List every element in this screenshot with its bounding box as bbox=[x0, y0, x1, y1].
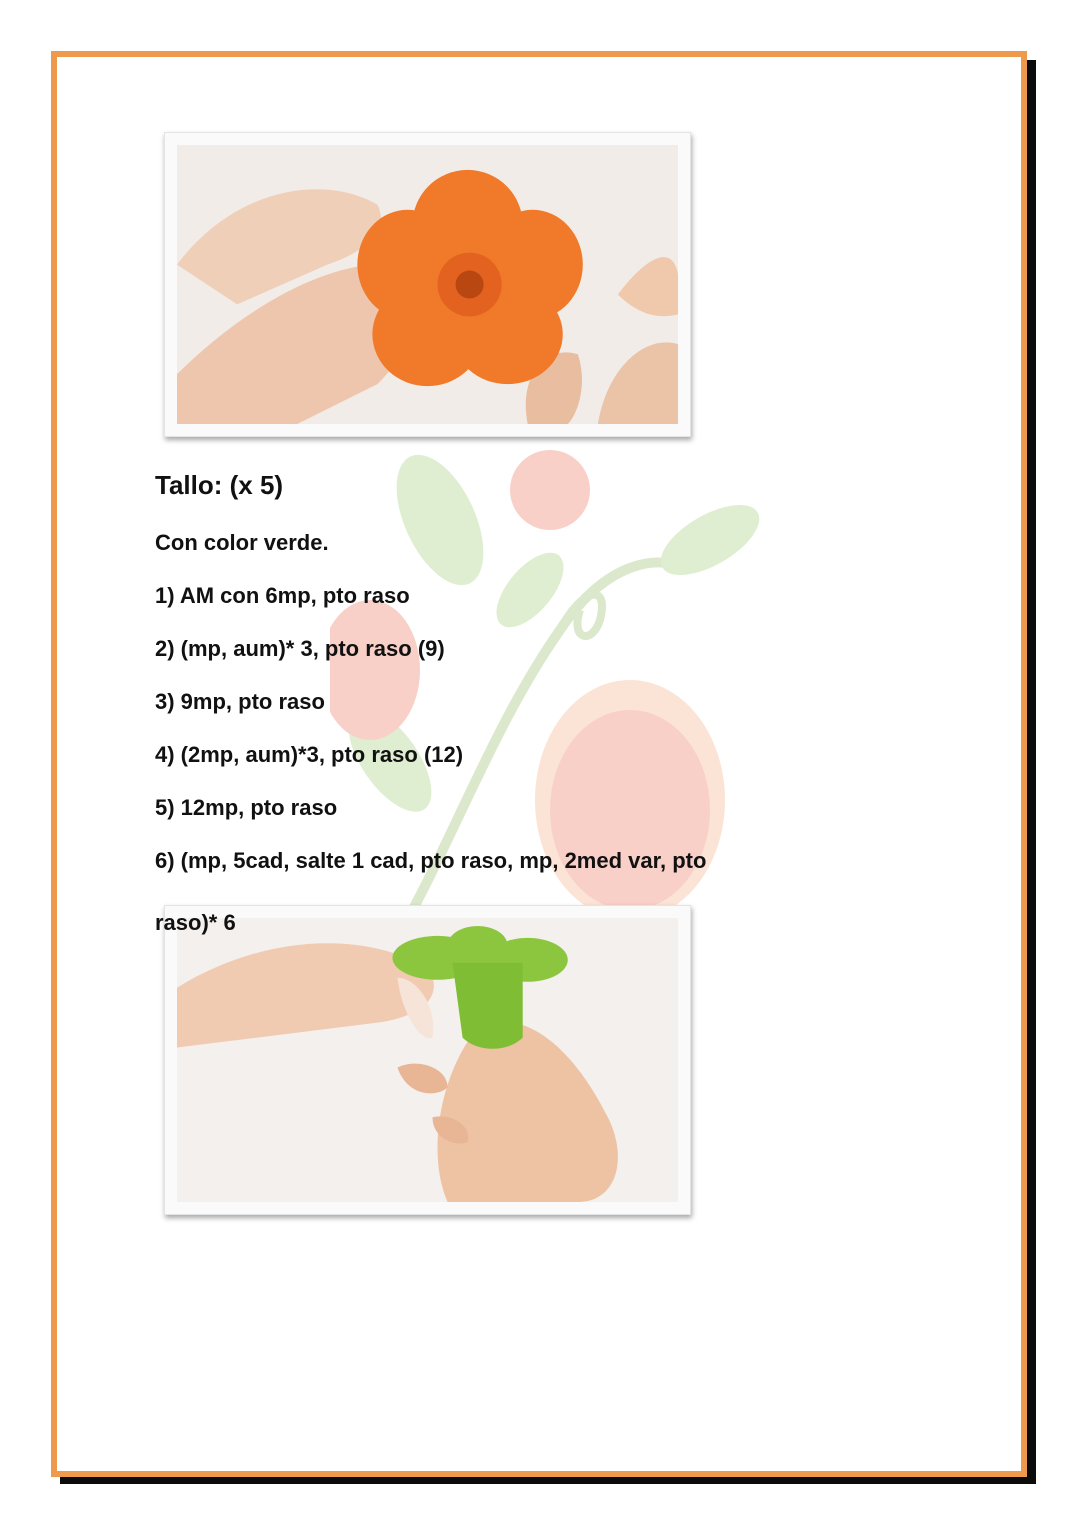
intro-text: Con color verde. bbox=[155, 530, 329, 555]
section-title: Tallo: (x 5) bbox=[155, 470, 284, 500]
step-2: 2) (mp, aum)* 3, pto raso (9) bbox=[155, 636, 445, 661]
step-1: 1) AM con 6mp, pto raso bbox=[155, 583, 410, 608]
step-3: 3) 9mp, pto raso bbox=[155, 689, 325, 714]
step-6-continued: raso)* 6 bbox=[155, 910, 236, 935]
green-stem-photo bbox=[164, 905, 691, 1215]
step-5: 5) 12mp, pto raso bbox=[155, 795, 338, 820]
step-4: 4) (2mp, aum)*3, pto raso (12) bbox=[155, 742, 464, 767]
step-6: 6) (mp, 5cad, salte 1 cad, pto raso, mp, 2med var, pto bbox=[155, 848, 707, 873]
orange-flower-photo bbox=[164, 132, 691, 437]
